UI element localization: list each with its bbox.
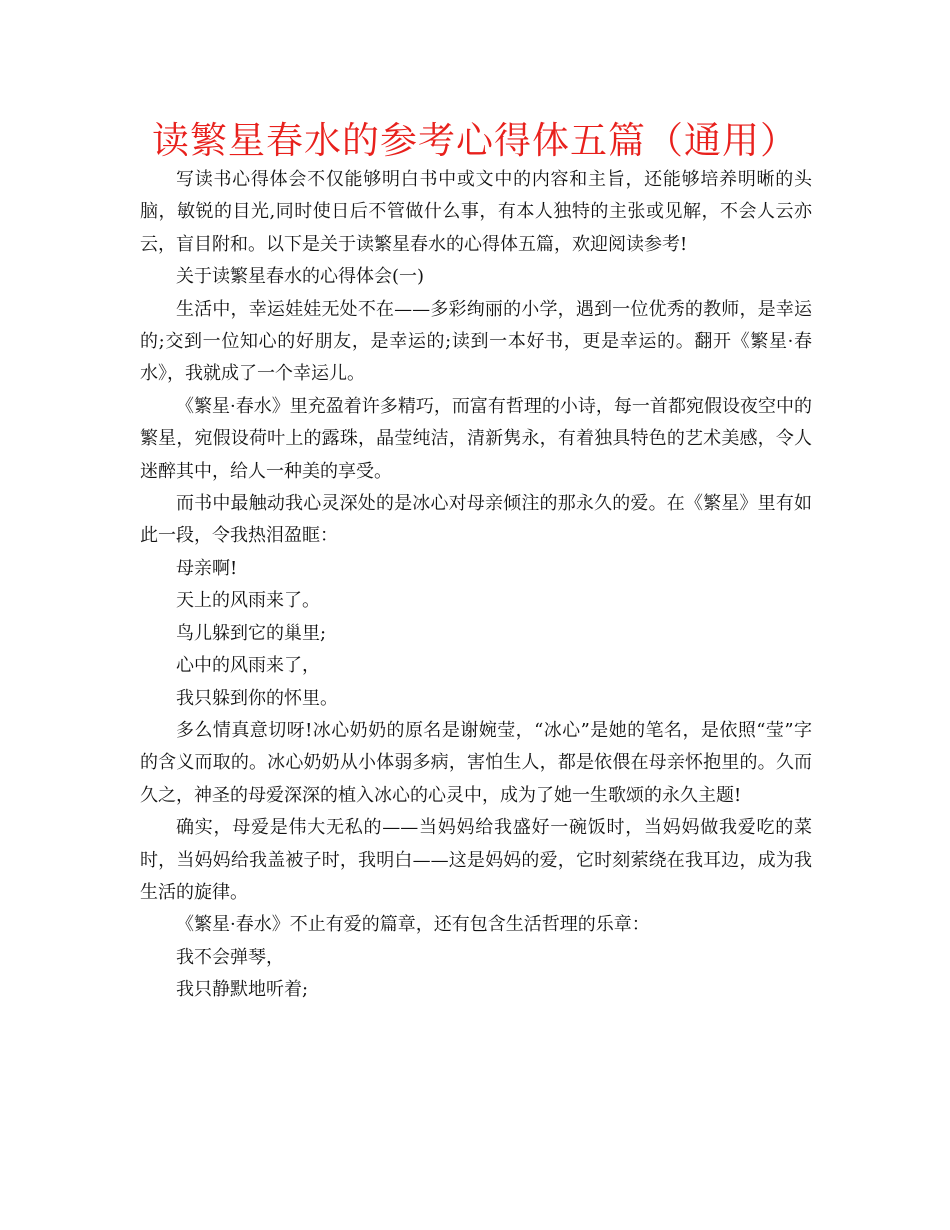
document-body	[140, 164, 812, 1007]
paragraph: 而书中最触动我心灵深处的是冰心对母亲倾注的那永久的爱。在《繁星》里有如此一段，令我热泪盈眶：	[140, 493, 812, 547]
poem-line: 心中的风雨来了，	[176, 655, 320, 677]
section-heading: 关于读繁星春水的心得体会(一)	[176, 266, 425, 288]
poem-line: 我只静默地听着;	[176, 979, 309, 1001]
poem-line: 鸟儿躲到它的巢里;	[176, 622, 327, 644]
poem-line: 天上的风雨来了。	[176, 590, 320, 612]
poem-line: 我不会弹琴，	[176, 946, 284, 968]
paragraph-intro: 写读书心得体会不仅能够明白书中或文中的内容和主旨，还能够培养明晰的头脑，敏锐的目光,同时使日后不管做什么事，有本人独特的主张或见解，不会人云亦云，盲目附和。以下是关于读繁星春水的心得体五篇，欢迎阅读参考!	[140, 169, 812, 255]
poem-line: 我只躲到你的怀里。	[176, 687, 338, 709]
paragraph: 《繁星·春水》里充盈着许多精巧，而富有哲理的小诗，每一首都宛假设夜空中的繁星，宛假设荷叶上的露珠，晶莹纯洁，清新隽永，有着独具特色的艺术美感，令人迷醉其中，给人一种美的享受。	[140, 395, 812, 482]
paragraph: 生活中，幸运娃娃无处不在——多彩绚丽的小学，遇到一位优秀的教师，是幸运的;交到一位知心的好朋友，是幸运的;读到一本好书，更是幸运的。翻开《繁星·春水》，我就成了一个幸运儿。	[140, 298, 812, 385]
document-title: 读繁星春水的参考心得体五篇（通用）	[152, 119, 798, 162]
poem-line: 母亲啊!	[176, 557, 238, 579]
paragraph: 《繁星·春水》不止有爱的篇章，还有包含生活哲理的乐章：	[176, 914, 650, 936]
paragraph: 多么情真意切呀!冰心奶奶的原名是谢婉莹，“冰心”是她的笔名，是依照“莹”字的含义而取的。冰心奶奶从小体弱多病，害怕生人，都是依偎在母亲怀抱里的。久而久之，神圣的母爱深深的植入冰心的心灵中，成为了她一生歌颂的永久主题!	[140, 719, 812, 806]
paragraph: 确实，母爱是伟大无私的——当妈妈给我盛好一碗饭时，当妈妈做我爱吃的菜时，当妈妈给我盖被子时，我明白——这是妈妈的爱，它时刻萦绕在我耳边，成为我生活的旋律。	[140, 817, 812, 903]
